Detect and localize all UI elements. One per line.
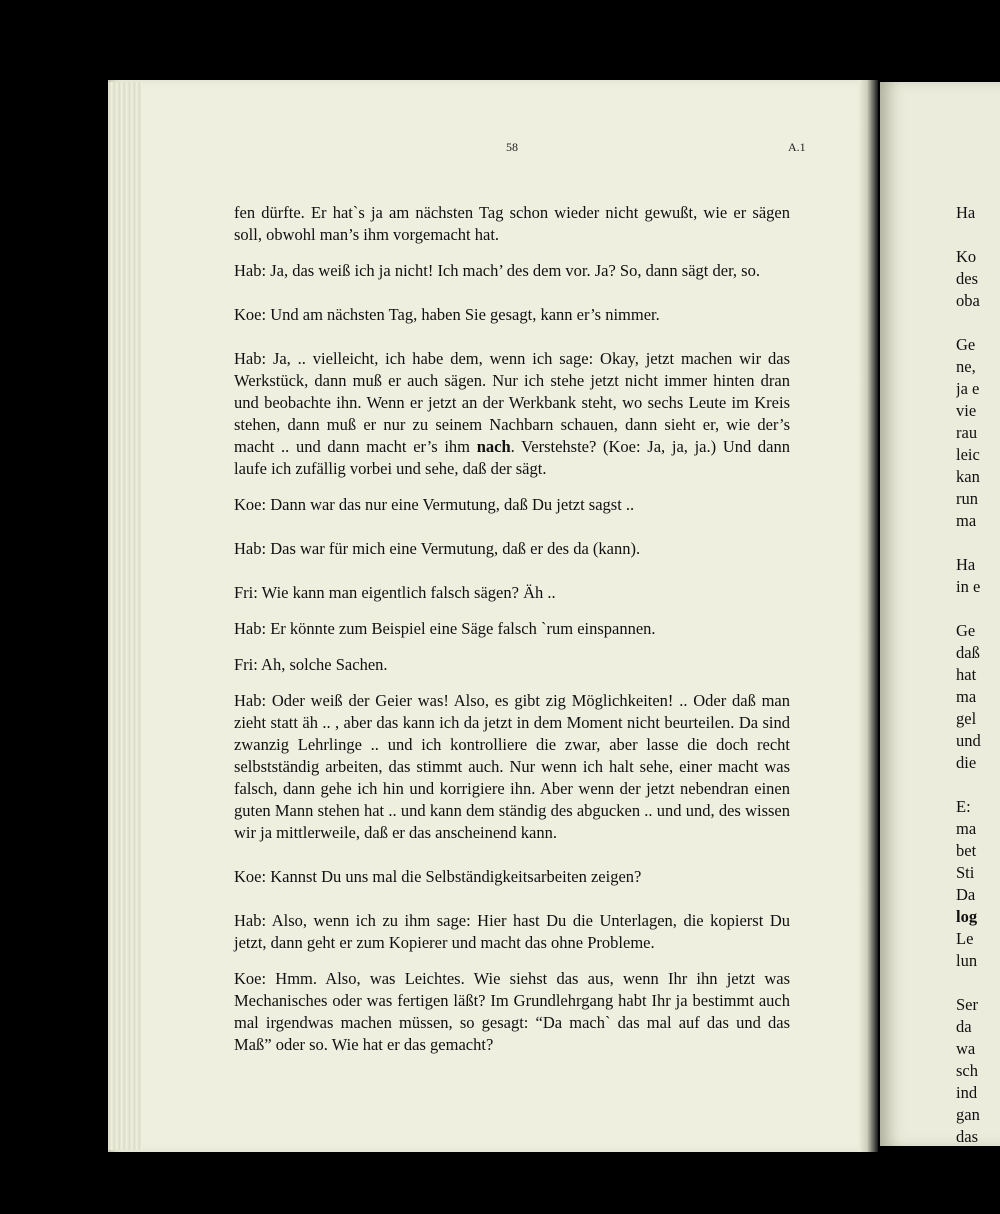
right-page-line-fragment: und xyxy=(956,731,981,750)
right-page-line-fragment: wa xyxy=(956,1039,976,1058)
right-page-line-fragment: ja e xyxy=(956,379,980,398)
paragraph: Hab: Ja, das weiß ich ja nicht! Ich mach’ des dem vor. Ja? So, dann sägt der, so. xyxy=(234,261,760,280)
right-page-line-fragment: Da xyxy=(956,885,976,904)
right-page-line-fragment: da xyxy=(956,1017,972,1036)
paragraph: Koe: Hmm. Also, was Leichtes. Wie siehst das aus, wenn Ihr ihn jetzt was Mechanisches oder was fertigen läßt? Im Grundlehrgang habt Ihr ja bestimmt auch mal irgendwas machen müssen, so gesagt: “Da mach` das mal auf das und das Maß” oder so. Wie hat er das gemacht? xyxy=(234,969,790,1054)
right-page-line-fragment: Ge xyxy=(956,335,976,354)
paragraph-text: . Verstehste? (Koe: Ja, ja, ja.) Und dann laufe ich zufällig vorbei und sehe, daß der sägt. xyxy=(234,437,791,478)
right-page-line-fragment: gel xyxy=(956,709,977,728)
right-page-line-fragment: Ha xyxy=(956,203,976,222)
right-page-line-fragment: lun xyxy=(956,951,978,970)
paragraph: Koe: Kannst Du uns mal die Selbständigkeitsarbeiten zeigen? xyxy=(234,867,642,886)
right-page-line-fragment: kan xyxy=(956,467,980,486)
paragraph-gap xyxy=(956,532,1000,554)
right-page-line-fragment: Ha xyxy=(956,555,976,574)
right-page-line-fragment: daß xyxy=(956,643,980,662)
right-page-line-fragment: leic xyxy=(956,445,980,464)
right-page-line-fragment: ma xyxy=(956,819,977,838)
paragraph-gap xyxy=(956,224,1000,246)
right-page-line-fragment: run xyxy=(956,489,978,508)
paragraph-gap xyxy=(956,972,1000,994)
right-page-line-fragment: log xyxy=(956,907,978,926)
paragraph: Koe: Dann war das nur eine Vermutung, daß Du jetzt sagst .. xyxy=(234,495,635,514)
right-page-line-fragment: rau xyxy=(956,423,978,442)
paragraph: Hab: Oder weiß der Geier was! Also, es gibt zig Möglichkeiten! .. Oder daß man zieht statt äh .. , aber das kann ich da jetzt in dem Moment nicht beurteilen. Da sind zwanzig Lehrlinge .. und ich kontrolliere die zwar, aber lasse die doch recht selbstständig arbeiten, das stimmt auch. Nur wenn ich halt sehe, einer macht was falsch, dann gehe ich hin und korrigiere ihn. Aber wenn der jetzt nebendran einen guten Mann stehen hat .. und kann dem ständig des abgucken .. und und, des wissen wir ja mittlerweile, daß er das anscheinend kann. xyxy=(234,691,790,842)
right-page-line-fragment: Sti xyxy=(956,863,975,882)
right-page-line-fragment: ma xyxy=(956,687,977,706)
paragraph: Hab: Also, wenn ich zu ihm sage: Hier hast Du die Unterlagen, die kopierst Du jetzt, dann geht er zum Kopierer und macht das ohne Probleme. xyxy=(234,911,790,952)
right-page-line-fragment: Le xyxy=(956,929,974,948)
paragraph: Fri: Ah, solche Sachen. xyxy=(234,655,388,674)
right-page-line-fragment: in e xyxy=(956,577,981,596)
right-page-line-fragment: ma xyxy=(956,511,977,530)
page-number: 58 xyxy=(506,140,518,154)
right-page-line-fragment: sch xyxy=(956,1061,978,1080)
right-page-line-fragment: hat xyxy=(956,665,977,684)
right-page-line-fragment: gan xyxy=(956,1105,980,1124)
chapter-label: A.1 xyxy=(788,140,806,154)
right-page-text-fragments xyxy=(956,202,1000,1148)
right-page-line-fragment: bet xyxy=(956,841,977,860)
transcript-text xyxy=(234,202,790,1070)
paragraph: Fri: Wie kann man eigentlich falsch sägen? Äh .. xyxy=(234,583,556,602)
paragraph-gap xyxy=(956,598,1000,620)
paragraph xyxy=(234,348,790,480)
paragraph-gap xyxy=(956,312,1000,334)
right-page-line-fragment: Ko xyxy=(956,247,977,266)
paragraph: Koe: Und am nächsten Tag, haben Sie gesagt, kann er’s nimmer. xyxy=(234,305,660,324)
right-page-line-fragment: oba xyxy=(956,291,980,310)
right-page-line-fragment: vie xyxy=(956,401,977,420)
paragraph-gap xyxy=(956,774,1000,796)
paragraph: Hab: Er könnte zum Beispiel eine Säge falsch `rum einspannen. xyxy=(234,619,656,638)
right-page-line-fragment: das xyxy=(956,1127,978,1146)
paragraph: fen dürfte. Er hat`s ja am nächsten Tag schon wieder nicht gewußt, wie er sägen soll, obwohl man’s ihm vorgemacht hat. xyxy=(234,203,790,244)
paragraph-text: Hab: Ja, .. vielleicht, ich habe dem, wenn ich sage: Okay, jetzt machen wir das Werkstück, dann muß er auch sägen. Nur ich stehe jetzt nicht immer hinten dran und beobachte ihn. Wenn er jetzt an der Werkbank steht, wo sechs Leute im Kreis stehen, dann muß er nur zu seinem Nachbarn schauen, dann sieht er, wie der’s macht .. und dann macht er’s ihm xyxy=(234,349,790,456)
right-page-line-fragment: E: xyxy=(956,797,971,816)
right-page-line-fragment: des xyxy=(956,269,978,288)
page-stack-edges xyxy=(108,82,142,1150)
right-page-line-fragment: Ge xyxy=(956,621,976,640)
paragraph: Hab: Das war für mich eine Vermutung, daß er des da (kann). xyxy=(234,539,641,558)
right-page-line-fragment: ind xyxy=(956,1083,978,1102)
right-page-line-fragment: ne, xyxy=(956,357,976,376)
book-gutter xyxy=(858,80,878,1152)
emphasis-text: nach xyxy=(476,437,511,456)
right-page-line-fragment: die xyxy=(956,753,977,772)
right-page-line-fragment: Ser xyxy=(956,995,978,1014)
